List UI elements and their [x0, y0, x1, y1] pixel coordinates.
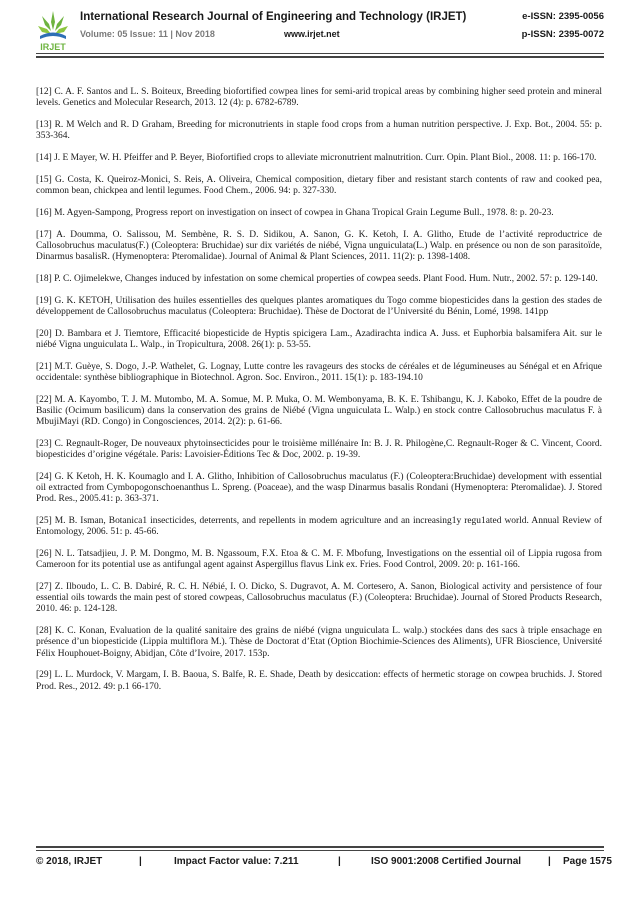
reference-21: [21] M.T. Guèye, S. Dogo, J.-P. Wathelet, G. Lognay, Lutte contre les ravageurs des stocks de céréales et de légumineuses au Sénégal et en Afrique occidentale: synthèse bibliographique in Biotechnol. Agron. Soc. Environ., 2011. 15(1): p. 183-194.10: [36, 361, 602, 383]
footer-copyright: © 2018, IRJET: [36, 856, 103, 867]
journal-title: International Research Journal of Engineering and Technology (IRJET): [80, 11, 467, 23]
footer-separator: |: [548, 856, 551, 867]
reference-19: [19] G. K. KETOH, Utilisation des huiles essentielles des quelques plantes aromatiques du Togo comme biopesticides dans la gestion des stades de développement de Callosobruchus maculatus (Coleoptera: Bruchidae). Thèse de Doctorat de l’Université du Bénin, Lomé, 1998. 141pp: [36, 295, 602, 317]
reference-15: [15] G. Costa, K. Queiroz-Monici, S. Reis, A. Oliveira, Chemical composition, dietary fiber and resistant starch contents of raw and cooked pea, common bean, chickpea and lentil legumes. Food Chem., 2006. 94: p. 327-330.: [36, 174, 602, 196]
footer-separator: |: [139, 856, 142, 867]
reference-13: [13] R. M Welch and R. D Graham, Breeding for micronutrients in staple food crops from a human nutrition perspective. J. Exp. Bot., 2004. 55: p. 353-364.: [36, 120, 602, 142]
reference-26: [26] N. L. Tatsadjieu, J. P. M. Dongmo, M. B. Ngassoum, F.X. Etoa & C. M. F. Mbofung, Investigations on the essential oil of Lippia rugosa from Cameroon for its potential use as antifungal agent against Aspergillus flavus Link ex. Fries. Food Control, 2009. 20: p. 161-166.: [36, 549, 602, 571]
p-issn: p-ISSN: 2395-0072: [521, 29, 604, 40]
footer-divider: [36, 850, 604, 851]
reference-27: [27] Z. Ilboudo, L. C. B. Dabiré, R. C. H. Nébié, I. O. Dicko, S. Dugravot, A. M. Cortesero, A. Sanon, Biological activity and persistence of four essential oils towards the main pest of stored cowpeas, Callosobruchus maculatus (F.) (Coleoptera: Bruchidae). Journal of Stored Products Research, 2010. 46: p. 124-128.: [36, 582, 602, 615]
footer-impact-factor: Impact Factor value: 7.211: [174, 856, 299, 867]
reference-14: [14] J. E Mayer, W. H. Pfeiffer and P. Beyer, Biofortified crops to alleviate micronutrient malnutrition. Curr. Opin. Plant Biol., 2008. 11: p. 166-170.: [36, 153, 597, 163]
reference-24: [24] G. K Ketoh, H. K. Koumaglo and I. A. Glitho, Inhibition of Callosobruchus maculatus (F.) (Coleoptera:Bruchidae) development with essential oil extracted from Cymbopogonschoenanthus L. Spreng. (Poaceae), and the wasp Dinarmus basalis Rondani (Hymenoptera: Pteromalidae). J. Stored Prod. Res., 2005.41: p. 363-371.: [36, 471, 602, 505]
reference-16: [16] M. Agyen-Sampong, Progress report on investigation on insect of cowpea in Ghana Tropical Grain Legume Bull., 1978. 8: p. 20-23.: [36, 207, 554, 218]
e-issn: e-ISSN: 2395-0056: [522, 11, 604, 22]
footer-iso: ISO 9001:2008 Certified Journal: [371, 856, 522, 867]
reference-22: [22] M. A. Kayombo, T. J. M. Mutombo, M. A. Somue, M. P. Muka, O. M. Wembonyama, B. K. E. Tshibangu, K. J. Kaboko, Effet de la poudre de Basilic (Ocimum basilicum) dans la conservation des grains de Niébé (Vigna unguiculata L. Walp.) en stock contre Callosobruchus maculatus F. à MbujiMayi (RD. Congo) in Congosciences, 2014. 2(2): p. 61-66.: [36, 394, 602, 427]
journal-website-link[interactable]: www.irjet.net: [284, 29, 340, 39]
reference-list: [36, 87, 602, 703]
reference-25: [25] M. B. Isman, Botanica1 insecticides, deterrents, and repellents in modem agriculture and an increasing1y regu1ated world. Annual Review of Entomology, 2006. 51: p. 45-66.: [36, 516, 602, 538]
reference-20: [20] D. Bambara et J. Tiemtore, Efficacité biopesticide de Hyptis spicigera Lam., Azadirachta indica A. Juss. et Euphorbia balsamifera Ait. sur le niébé Vigna unguiculata L. Walp., in Tropicultura, 2008. 26(1): p. 53-55.: [36, 328, 602, 350]
reference-12: [12] C. A. F. Santos and L. S. Boiteux, Breeding biofortified cowpea lines for semi-arid tropical areas by combining higher seed protein and mineral levels. Genetics and Molecular Research, 2013. 12 (4): p. 6782-6789.: [36, 87, 602, 109]
reference-17: [17] A. Doumma, O. Salissou, M. Sembène, R. S. D. Sidikou, A. Sanon, G. K. Ketoh, I. A. Glitho, Etude de l’activité reproductrice de Callosobruchus maculatus(F.) (Coleoptera: Bruchidae) sur dix variétés de niébé, Vigna unguiculata(L.) Walp. en présence ou non de son parasitoïde, Dinarmus basalisR. (Hymenoptera: Pteromalidae). Journal of Animal & Plant Sciences, 2011. 11(2): p. 1398-1408.: [36, 229, 602, 262]
logo-text: IRJET: [40, 42, 66, 52]
header-divider: [36, 53, 604, 54]
page-number: Page 1575: [563, 856, 612, 867]
reference-18: [18] P. C. Ojimelekwe, Changes induced by infestation on some chemical properties of cowpea seeds. Plant Food. Hum. Nutr., 2002. 57: p. 129-140.: [36, 273, 598, 284]
footer-divider-thick: [36, 846, 604, 848]
reference-23: [23] C. Regnault-Roger, De nouveaux phytoinsecticides pour le troisième millénaire In: B. J. R. Philogène,C. Regnault-Roger & C. Vincent, Coord. biopesticides d’origine végétale. Paris: Lavoisier-Éditions Tec & Doc, 2002. p. 19-39.: [36, 438, 602, 460]
irjet-logo: [36, 8, 70, 54]
volume-info: Volume: 05 Issue: 11 | Nov 2018: [80, 29, 215, 39]
page-footer: [36, 856, 612, 870]
reference-28: [28] K. C. Konan, Evaluation de la qualité sanitaire des grains de niébé (vigna unguiculata L. walp.) stockées dans des sacs à triple ensachage en présence d’un biopesticide (Lippia multiflora M.). Thèse de Doctorat d’Etat (Option Biochimie-Sciences des Aliments), UFR Bioscience, Université Félix Houphouet-Boigny, Abidjan, Côte d’Ivoire, 2017. 153p.: [36, 626, 602, 659]
footer-separator: |: [338, 856, 341, 867]
page-header: [36, 6, 604, 64]
reference-29: [29] L. L. Murdock, V. Margam, I. B. Baoua, S. Balfe, R. E. Shade, Death by desiccation: effects of hermetic storage on cowpea bruchids. J. Stored Prod. Res., 2012. 49: p.1 66-170.: [36, 670, 602, 692]
header-divider-thick: [36, 56, 604, 58]
